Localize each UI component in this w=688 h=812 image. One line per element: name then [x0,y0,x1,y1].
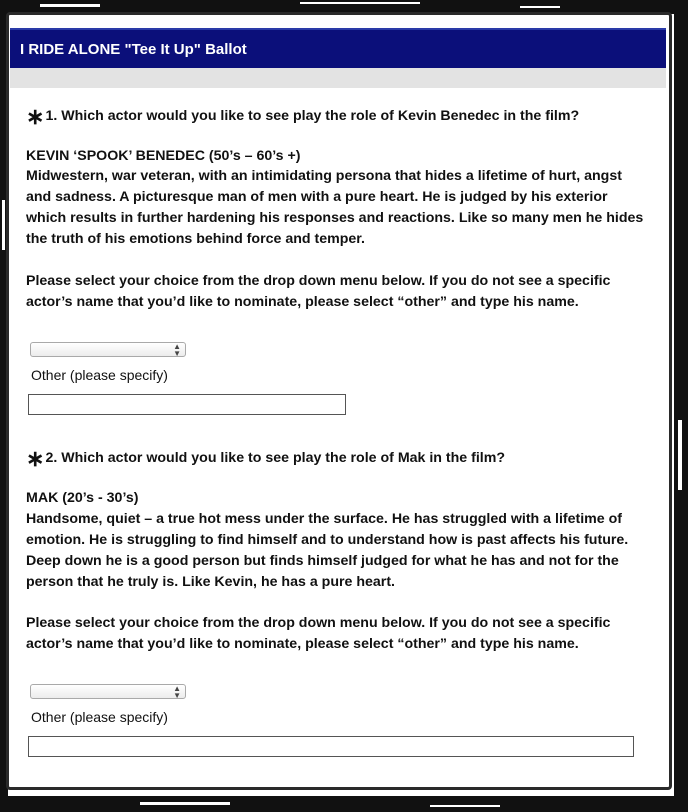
question-1-text: 1. Which actor would you like to see play the role of Kevin Benedec in the film? [45,108,580,124]
question-2-description: Handsome, quiet – a true hot mess under the surface. He has struggled with a lifetime of emotion. He is struggling to find himself and to understand how is past affects his future. Deep down he is a good person but finds himself judged for what he has and not for the person that he truly is. Like Kevin, he has a pure heart. [26,511,629,590]
question-2-other-label: Other (please specify) [31,709,168,725]
question-2-other-input[interactable] [28,736,634,757]
frame-grunge [140,802,230,805]
question-2-actor-select[interactable] [30,684,186,699]
question-1-other-label: Other (please specify) [31,367,168,383]
question-2-instructions: Please select your choice from the drop down menu below. If you do not see a specific actor’s name that you’d like to nominate, please select “other” and type his name. [26,615,611,652]
question-1-prompt [26,100,646,129]
ballot-header [10,28,666,68]
question-1-other-input[interactable] [28,394,346,415]
ballot-title: I RIDE ALONE "Tee It Up" Ballot [20,41,247,58]
updown-chevron-icon: ▲ ▼ [173,684,181,700]
frame-grunge [40,4,100,7]
frame-grunge [300,2,420,4]
question-2-role-heading: MAK (20’s - 30’s) [26,490,139,506]
header-subbar [10,68,666,88]
frame-grunge [2,200,5,250]
question-1-actor-select[interactable] [30,342,186,357]
frame-grunge [520,6,560,8]
question-1-description: Midwestern, war veteran, with an intimidating persona that hides a lifetime of hurt, angst and sadness. A picturesque man of men with a pure heart. He is judged by his exterior which results in further hardening his responses and reactions. Like so many men he hides the truth of his emotions behind force and temper. [26,168,644,247]
question-2-prompt [26,442,646,471]
required-asterisk: ∗ [26,446,45,471]
updown-chevron-icon: ▲ ▼ [173,342,181,358]
frame-grunge [430,805,500,807]
question-2-text: 2. Which actor would you like to see play the role of Mak in the film? [45,450,506,466]
required-asterisk: ∗ [26,104,45,129]
question-1-instructions: Please select your choice from the drop down menu below. If you do not see a specific actor’s name that you’d like to nominate, please select “other” and type his name. [26,273,611,310]
frame-grunge [678,420,682,490]
question-1-role-heading: KEVIN ‘SPOOK’ BENEDEC (50’s – 60’s +) [26,148,301,164]
